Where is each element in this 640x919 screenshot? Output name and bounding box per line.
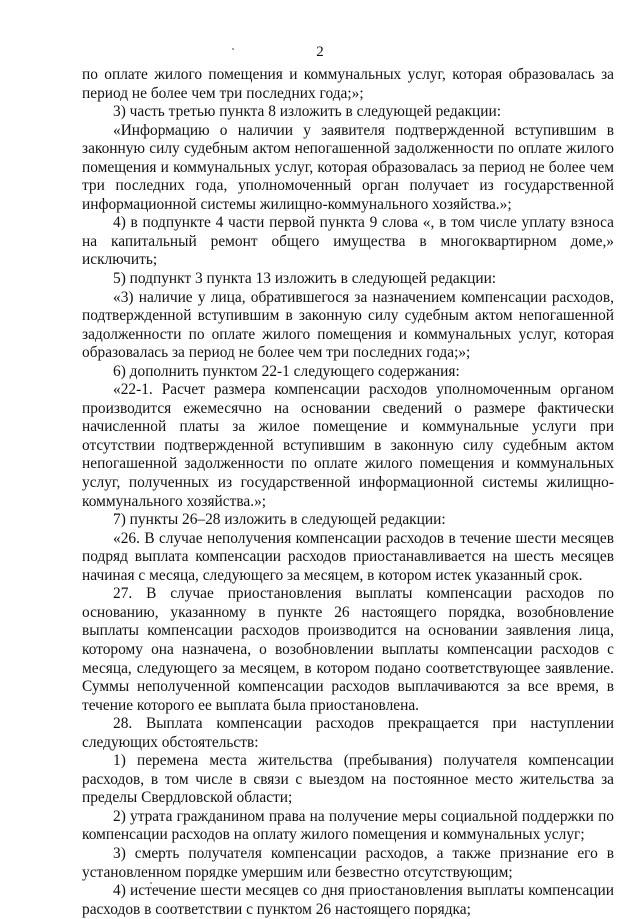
paragraph: 5) подпункт 3 пункта 13 изложить в следующей редакции: (113, 270, 497, 288)
paragraph: 3) смерть получателя компенсации расходов, а также признание его в установленном порядке умершим или безвестно отсутствующим; (82, 844, 614, 881)
paragraph: 1) перемена места жительства (пребывания) получателя компенсации расходов, в том числе в связи с выездом на постоянное место жительства за пределы Свердловской области; (82, 752, 614, 807)
paragraph: 3) часть третью пункта 8 изложить в следующей редакции: (113, 103, 502, 121)
document-body (82, 66, 614, 919)
paragraph: 4) в подпункте 4 части первой пункта 9 слова «, в том числе уплату взноса на капитальный ремонт общего имущества в многоквартирном доме,» исключить; (82, 214, 614, 269)
paragraph: «26. В случае неполучения компенсации расходов в течение шести месяцев подряд выплата компенсации расходов приостанавливается на шесть месяцев начиная с месяца, следующего за месяцем, в котором истек указанный срок. (82, 529, 614, 584)
page-number: 2 (316, 44, 324, 60)
paragraph: 28. Выплата компенсации расходов прекращается при наступлении следующих обстоятельств: (82, 715, 614, 751)
paragraph: 27. В случае приостановления выплаты компенсации расходов по основанию, указанному в пункте 26 настоящего порядка, возобновление выплаты компенсации расходов производится на основании заявления лица, которому она назначена, о возобновлении выплаты компенсации расходов с месяца, следующего за месяцем, в котором подано соответствующее заявление. Суммы неполученной компенсации расходов выплачиваются за все время, в течение которого ее выплата была приостановлена. (82, 585, 614, 714)
paragraph: 7) пункты 26–28 изложить в следующей редакции: (113, 511, 446, 529)
paragraph: «Информацию о наличии у заявителя подтвержденной вступившим в законную силу судебным актом непогашенной задолженности по оплате жилого помещения и коммунальных услуг, которая образовалась за период не более чем три последних года, уполномоченный орган получает из государственной информационной системы жилищно-коммунального хозяйства.»; (82, 121, 614, 213)
paragraph: «3) наличие у лица, обратившегося за назначением компенсации расходов, подтвержденной вступившим в законную силу судебным актом непогашенной задолженности по оплате жилого помещения и коммунальных услуг, которая образовалась за период не более чем три последних года;»; (82, 288, 614, 362)
paragraph: 4) истечение шести месяцев со дня приостановления выплаты компенсации расходов в соответствии с пунктом 26 настоящего порядка; (82, 882, 614, 918)
paragraph: 2) утрата гражданином права на получение меры социальной поддержки по компенсации расходов на оплату жилого помещения и коммунальных услуг; (82, 807, 614, 844)
paragraph: 6) дополнить пунктом 22-1 следующего содержания: (113, 362, 460, 380)
paragraph: «22-1. Расчет размера компенсации расходов уполномоченным органом производится ежемесячно на основании сведений о размере фактически начисленной платы за жилое помещение и коммунальные услуги при отсутствии подтвержденной вступившим в законную силу судебным актом непогашенной задолженности по оплате жилого помещения и коммунальных услуг, полученных из государственной информационной системы жилищно-коммунального хозяйства.»; (82, 381, 614, 510)
paragraph-continuation: по оплате жилого помещения и коммунальных услуг, которая образовалась за период не более чем три последних года;»; (82, 66, 614, 102)
